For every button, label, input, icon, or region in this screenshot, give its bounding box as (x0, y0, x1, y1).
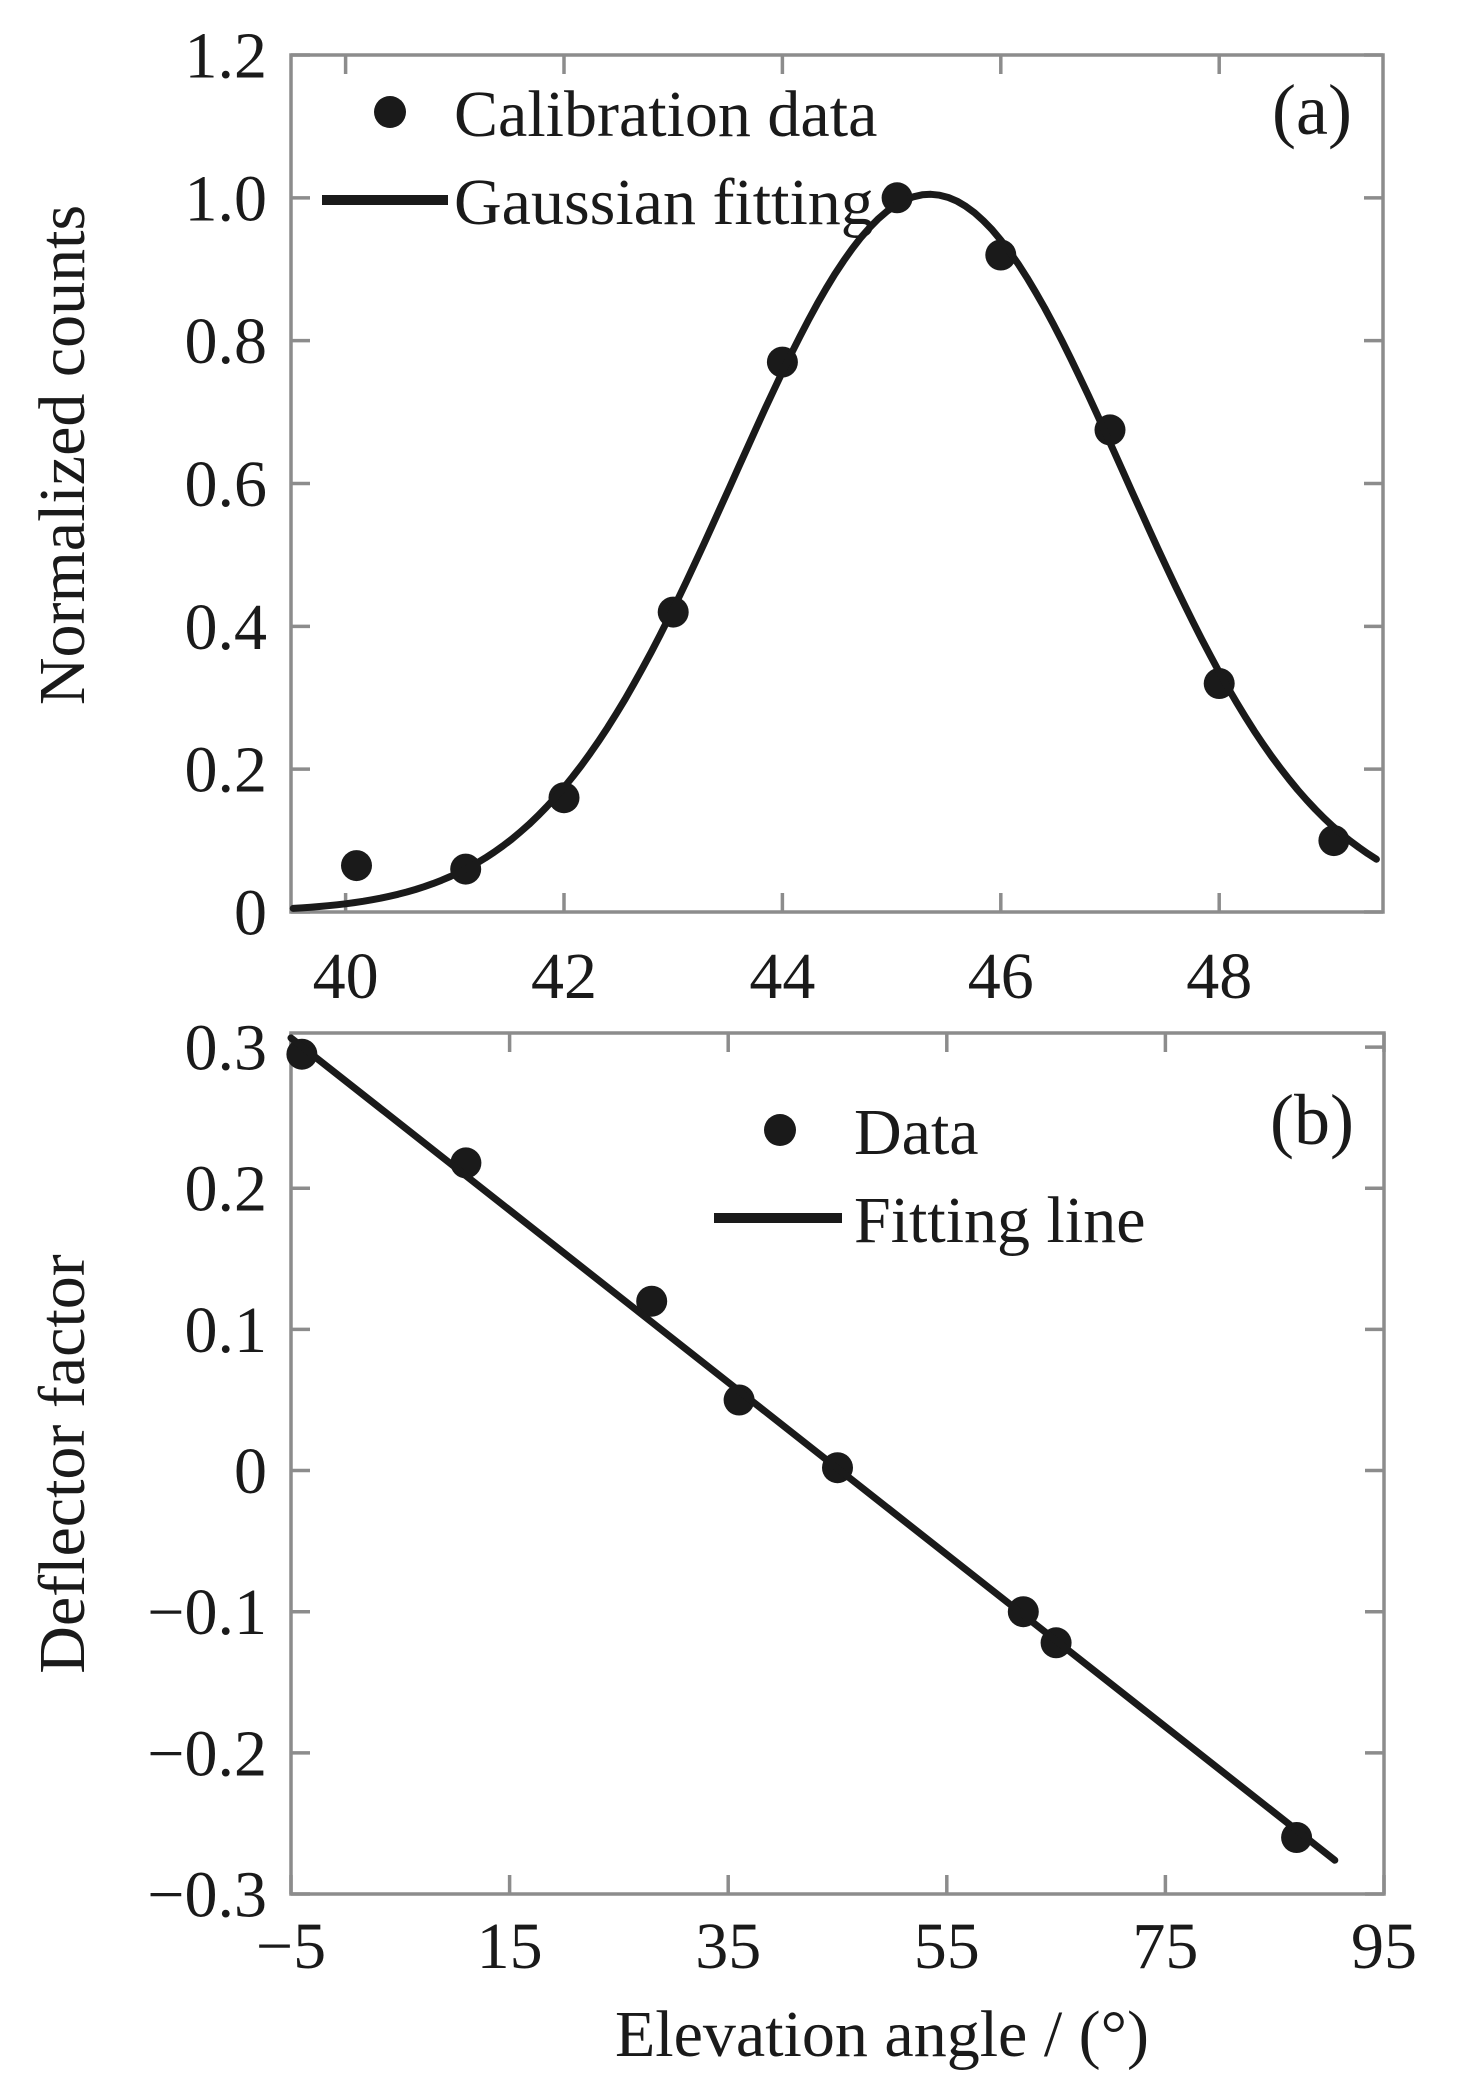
panel-a-legend (322, 78, 877, 239)
y-tick-label: 0 (234, 1434, 267, 1508)
legend-dot-icon (374, 96, 406, 128)
legend-label-fitting-line: Fitting line (854, 1184, 1146, 1257)
linear-fit-line (291, 1038, 1335, 1860)
panel-a-letter: (a) (1272, 70, 1352, 150)
y-tick-label: 0.1 (184, 1293, 267, 1367)
y-tick-label: −0.3 (147, 1858, 267, 1932)
y-tick-label: 1.0 (184, 162, 267, 236)
x-tick-label: 40 (312, 940, 379, 1013)
panel-b-xlabel: Elevation angle / (°) (614, 1998, 1150, 2071)
x-tick-label: 75 (1132, 1910, 1199, 1983)
legend-dot-icon (764, 1114, 796, 1146)
panel-b-letter: (b) (1270, 1080, 1354, 1160)
y-tick-label: 0.8 (184, 305, 267, 379)
x-tick-label: −5 (255, 1910, 327, 1983)
y-tick-label: 0.6 (184, 447, 267, 521)
legend-label-calibration-data: Calibration data (454, 78, 878, 151)
y-tick-label: 0.3 (184, 1011, 267, 1085)
panel-b-ylabel: Deflector factor (26, 1254, 99, 1674)
data-point-marker (341, 850, 372, 881)
gaussian-fit-curve (293, 194, 1376, 908)
x-tick-label: 48 (1186, 940, 1253, 1013)
x-tick-label: 46 (967, 940, 1034, 1013)
y-tick-label: 0 (234, 876, 267, 950)
y-tick-label: −0.2 (147, 1717, 267, 1791)
x-tick-label: 15 (476, 1910, 543, 1983)
x-tick-label: 55 (913, 1910, 980, 1983)
panel-a-ylabel: Normalized counts (26, 204, 99, 706)
y-tick-label: 1.2 (184, 19, 267, 93)
x-tick-label: 95 (1351, 1910, 1417, 1983)
panel-b-plot (147, 1012, 1417, 1983)
x-tick-label: 35 (695, 1910, 762, 1983)
y-tick-label: −0.1 (147, 1576, 267, 1650)
y-tick-label: 0.4 (184, 590, 267, 664)
x-tick-label: 42 (531, 940, 597, 1013)
legend-label-data: Data (854, 1096, 979, 1169)
legend-label-gaussian-fitting: Gaussian fitting (454, 166, 874, 239)
y-tick-label: 0.2 (184, 733, 267, 807)
panel-b-legend (714, 1096, 1146, 1257)
y-tick-label: 0.2 (184, 1152, 267, 1226)
x-tick-label: 44 (749, 940, 816, 1013)
